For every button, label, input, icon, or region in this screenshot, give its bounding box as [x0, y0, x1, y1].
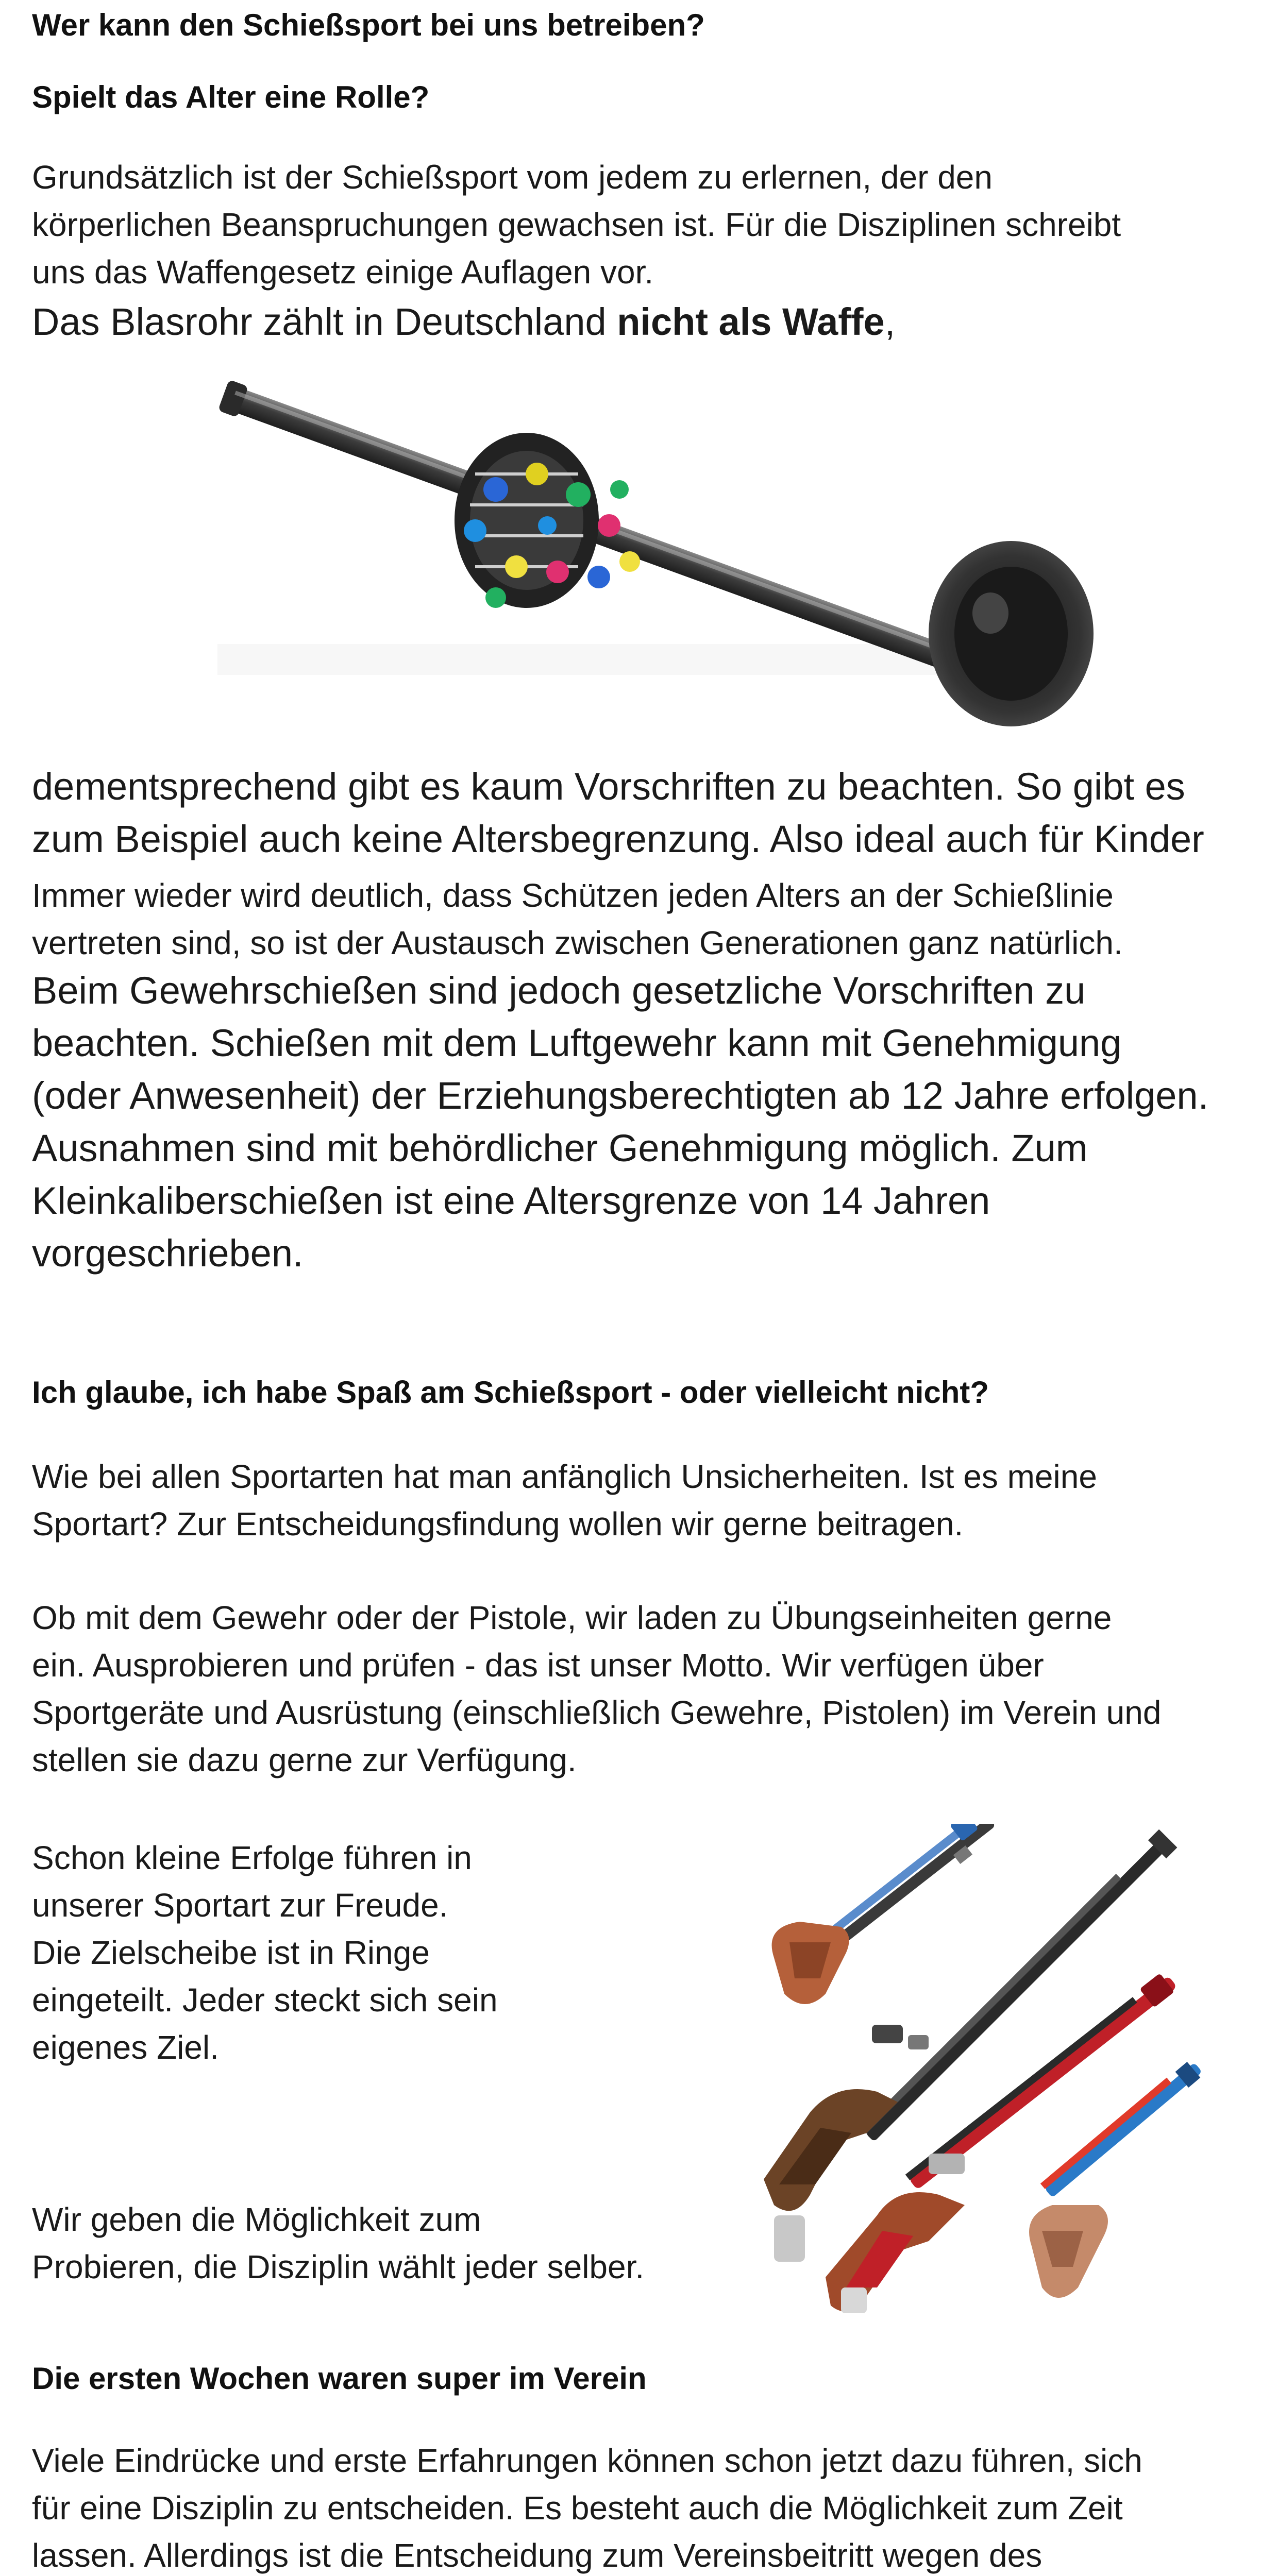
success-paragraph [32, 1834, 498, 2071]
try-paragraph [32, 1594, 1161, 1784]
text-line: Immer wieder wird deutlich, dass Schützen jeden Alters an der Schießlinie [32, 877, 1114, 914]
text-line: Probieren, die Disziplin wählt jeder selber. [32, 2248, 645, 2285]
text-line: vertreten sind, so ist der Austausch zwischen Generationen ganz natürlich. [32, 924, 1123, 961]
text-line: Wie bei allen Sportarten hat man anfänglich Unsicherheiten. Ist es meine [32, 1458, 1097, 1495]
blowgun-sentence [32, 296, 895, 348]
text-line: stellen sie dazu gerne zur Verfügung. [32, 1741, 577, 1778]
air-pistol-1 [772, 1824, 1001, 2004]
text-line: (oder Anwesenheit) der Erziehungsberechtigten ab 12 Jahre erfolgen. [32, 1074, 1209, 1117]
heading-who-can: Wer kann den Schießsport bei uns betreiben? [32, 8, 705, 42]
text-line: Schon kleine Erfolge führen in [32, 1839, 472, 1876]
blowgun-mouthpiece [929, 541, 1094, 726]
text-line: vorgeschrieben. [32, 1232, 304, 1275]
uncertainty-paragraph [32, 1453, 1097, 1548]
air-guns-image [743, 1824, 1238, 2318]
text-line: zum Beispiel auch keine Altersbegrenzung. Also ideal auch für Kinder [32, 818, 1204, 860]
text-line: unserer Sportart zur Freude. [32, 1887, 448, 1924]
blowgun-suffix: , [884, 300, 896, 343]
blowgun-image [187, 355, 1155, 747]
choice-paragraph [32, 2196, 644, 2291]
text-line: Sportgeräte und Ausrüstung (einschließlich Gewehre, Pistolen) im Verein und [32, 1694, 1162, 1731]
intro-line: Grundsätzlich ist der Schießsport vom jedem zu erlernen, der den [32, 159, 993, 196]
air-rifle-2 [826, 1970, 1179, 2313]
heading-age-role: Spielt das Alter eine Rolle? [32, 80, 430, 114]
text-line: Die Zielscheibe ist in Ringe [32, 1934, 430, 1971]
blowgun-prefix: Das Blasrohr zählt in Deutschland [32, 300, 617, 343]
image-shadow [217, 644, 990, 675]
weeks-paragraph [32, 2437, 1142, 2576]
text-line: Ob mit dem Gewehr oder der Pistole, wir laden zu Übungseinheiten gerne [32, 1599, 1112, 1636]
air-rifle-1 [764, 1829, 1177, 2262]
text-line: Ausnahmen sind mit behördlicher Genehmigung möglich. Zum [32, 1127, 1088, 1170]
text-line: eigenes Ziel. [32, 2029, 219, 2066]
air-pistol-2 [1029, 2058, 1204, 2298]
text-line: Sportart? Zur Entscheidungsfindung wollen wir gerne beitragen. [32, 1505, 964, 1543]
text-line: Viele Eindrücke und erste Erfahrungen können schon jetzt dazu führen, sich [32, 2442, 1142, 2479]
no-rules-paragraph [32, 760, 1204, 866]
dart-quiver [455, 433, 640, 608]
text-line: dementsprechend gibt es kaum Vorschriften zu beachten. So gibt es [32, 765, 1185, 808]
intro-paragraph [32, 154, 1121, 296]
text-line: lassen. Allerdings ist die Entscheidung zum Vereinsbeitritt wegen des [32, 2537, 1042, 2574]
heading-fun-or-not: Ich glaube, ich habe Spaß am Schießsport - oder vielleicht nicht? [32, 1375, 989, 1410]
text-line: eingeteilt. Jeder steckt sich sein [32, 1981, 498, 2019]
intro-line: körperlichen Beanspruchungen gewachsen ist. Für die Disziplinen schreibt [32, 206, 1121, 243]
heading-first-weeks: Die ersten Wochen waren super im Verein [32, 2361, 647, 2396]
text-line: ein. Ausprobieren und prüfen - das ist unser Motto. Wir verfügen über [32, 1647, 1044, 1684]
text-line: Kleinkaliberschießen ist eine Altersgrenze von 14 Jahren [32, 1179, 990, 1222]
rifle-rules-paragraph [32, 964, 1208, 1280]
text-line: beachten. Schießen mit dem Luftgewehr kann mit Genehmigung [32, 1022, 1122, 1064]
text-line: Beim Gewehrschießen sind jedoch gesetzliche Vorschriften zu [32, 969, 1086, 1012]
text-line: für eine Disziplin zu entscheiden. Es besteht auch die Möglichkeit zum Zeit [32, 2489, 1123, 2527]
blowgun-bold: nicht als Waffe [617, 300, 885, 343]
text-line: Wir geben die Möglichkeit zum [32, 2201, 481, 2238]
generations-paragraph [32, 872, 1123, 967]
intro-line: uns das Waffengesetz einige Auflagen vor. [32, 253, 654, 291]
